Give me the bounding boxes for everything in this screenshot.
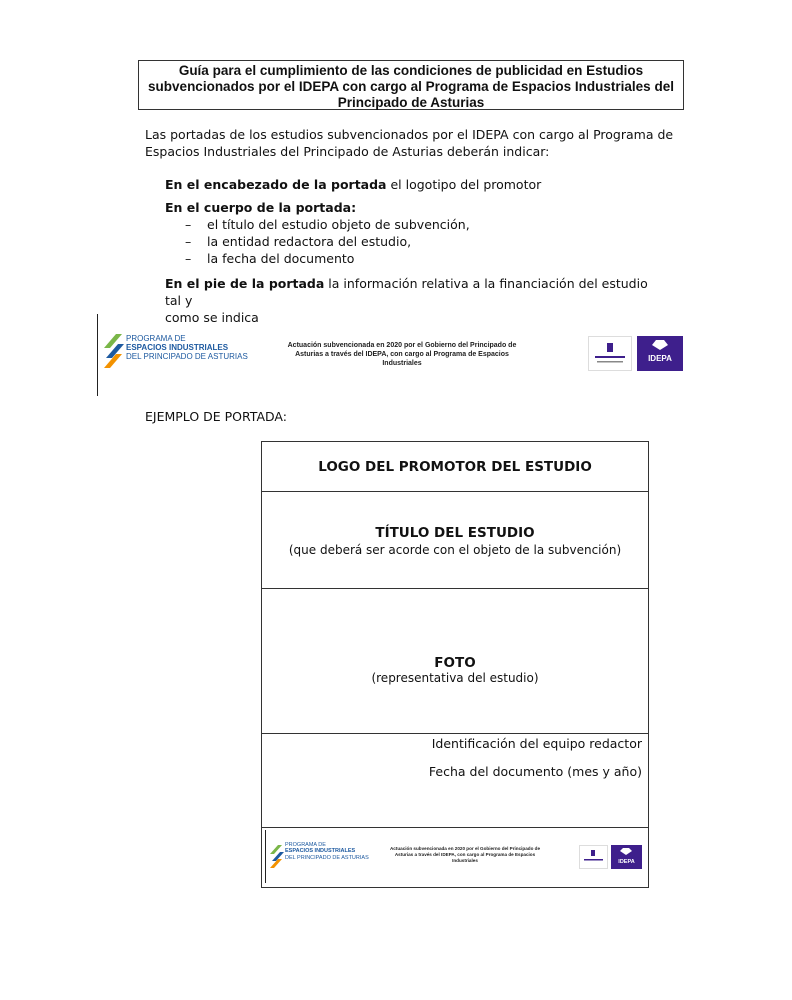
asturias-crest-icon xyxy=(580,846,607,868)
example-cover xyxy=(261,441,649,888)
body-section-list xyxy=(185,216,470,267)
government-logo xyxy=(588,336,632,371)
cover-photo-note: (representativa del estudio) xyxy=(371,671,539,685)
banner-divider xyxy=(97,314,98,396)
cover-funding-banner xyxy=(265,830,645,883)
footer-section-line2: como se indica xyxy=(165,310,259,325)
cover-study-title: TÍTULO DEL ESTUDIO xyxy=(375,525,535,541)
cover-photo-section xyxy=(262,589,648,734)
list-item: – la entidad redactora del estudio, xyxy=(185,234,412,249)
program-logo-icon xyxy=(102,332,126,372)
funding-banner xyxy=(97,314,697,396)
funding-statement: Actuación subvencionada en 2020 por el Gobierno del Principado de Asturias a través del IDEPA, con cargo al Programa de Espacios Industriales xyxy=(389,846,541,863)
cover-logo-section xyxy=(262,442,648,492)
title-line: Guía para el cumplimiento de las condiciones de publicidad en Estudios xyxy=(178,63,644,78)
title-line: subvencionados por el IDEPA con cargo al Programa de Espacios Industriales del xyxy=(148,79,674,94)
government-logo xyxy=(579,845,608,869)
intro-paragraph xyxy=(145,126,685,160)
intro-line: Espacios Industriales del Principado de Asturias deberán indicar: xyxy=(145,144,550,159)
list-item: – el título del estudio objeto de subvención, xyxy=(185,217,470,232)
footer-section: En el pie de la portada la información relativa a la financiación del estudio tal y como se indica xyxy=(165,276,648,325)
title-line: Principado de Asturias xyxy=(337,95,485,110)
body-section-heading: En el cuerpo de la portada: xyxy=(165,200,357,215)
header-section-text: el logotipo del promotor xyxy=(386,177,542,192)
footer-section-heading: En el pie de la portada xyxy=(165,276,325,291)
cover-date-label: Fecha del documento (mes y año) xyxy=(428,764,642,779)
asturias-crest-icon xyxy=(589,337,631,370)
idepa-logo: IDEPA xyxy=(637,336,683,371)
funding-statement: Actuación subvencionada en 2020 por el Gobierno del Principado de Asturias a través del IDEPA, con cargo al Programa de Espacios Industriales xyxy=(287,342,517,367)
example-label: EJEMPLO DE PORTADA: xyxy=(145,409,287,424)
program-logo-icon xyxy=(269,844,285,870)
idepa-emblem-icon xyxy=(637,336,683,352)
cover-title-section xyxy=(262,492,648,589)
cover-team-label: Identificación del equipo redactor xyxy=(431,736,642,751)
program-logo-text: PROGRAMA DE ESPACIOS INDUSTRIALES DEL PRINCIPADO DE ASTURIAS xyxy=(285,842,369,861)
header-section xyxy=(165,176,541,193)
list-item: – la fecha del documento xyxy=(185,251,355,266)
cover-study-note: (que deberá ser acorde con el objeto de la subvención) xyxy=(288,543,622,557)
cover-logo-label: LOGO DEL PROMOTOR DEL ESTUDIO xyxy=(318,459,592,475)
program-logo-text: PROGRAMA DE ESPACIOS INDUSTRIALES DEL PRINCIPADO DE ASTURIAS xyxy=(126,334,248,362)
cover-info-section xyxy=(262,734,648,828)
intro-line: Las portadas de los estudios subvencionados por el IDEPA con cargo al Programa de xyxy=(145,127,674,142)
idepa-logo: IDEPA xyxy=(611,845,642,869)
cover-photo-label: FOTO xyxy=(434,655,476,671)
header-section-heading: En el encabezado de la portada xyxy=(165,177,387,192)
document-title xyxy=(138,60,684,110)
banner-divider xyxy=(265,830,266,883)
cover-footer-section xyxy=(262,828,648,887)
idepa-emblem-icon xyxy=(611,845,642,857)
